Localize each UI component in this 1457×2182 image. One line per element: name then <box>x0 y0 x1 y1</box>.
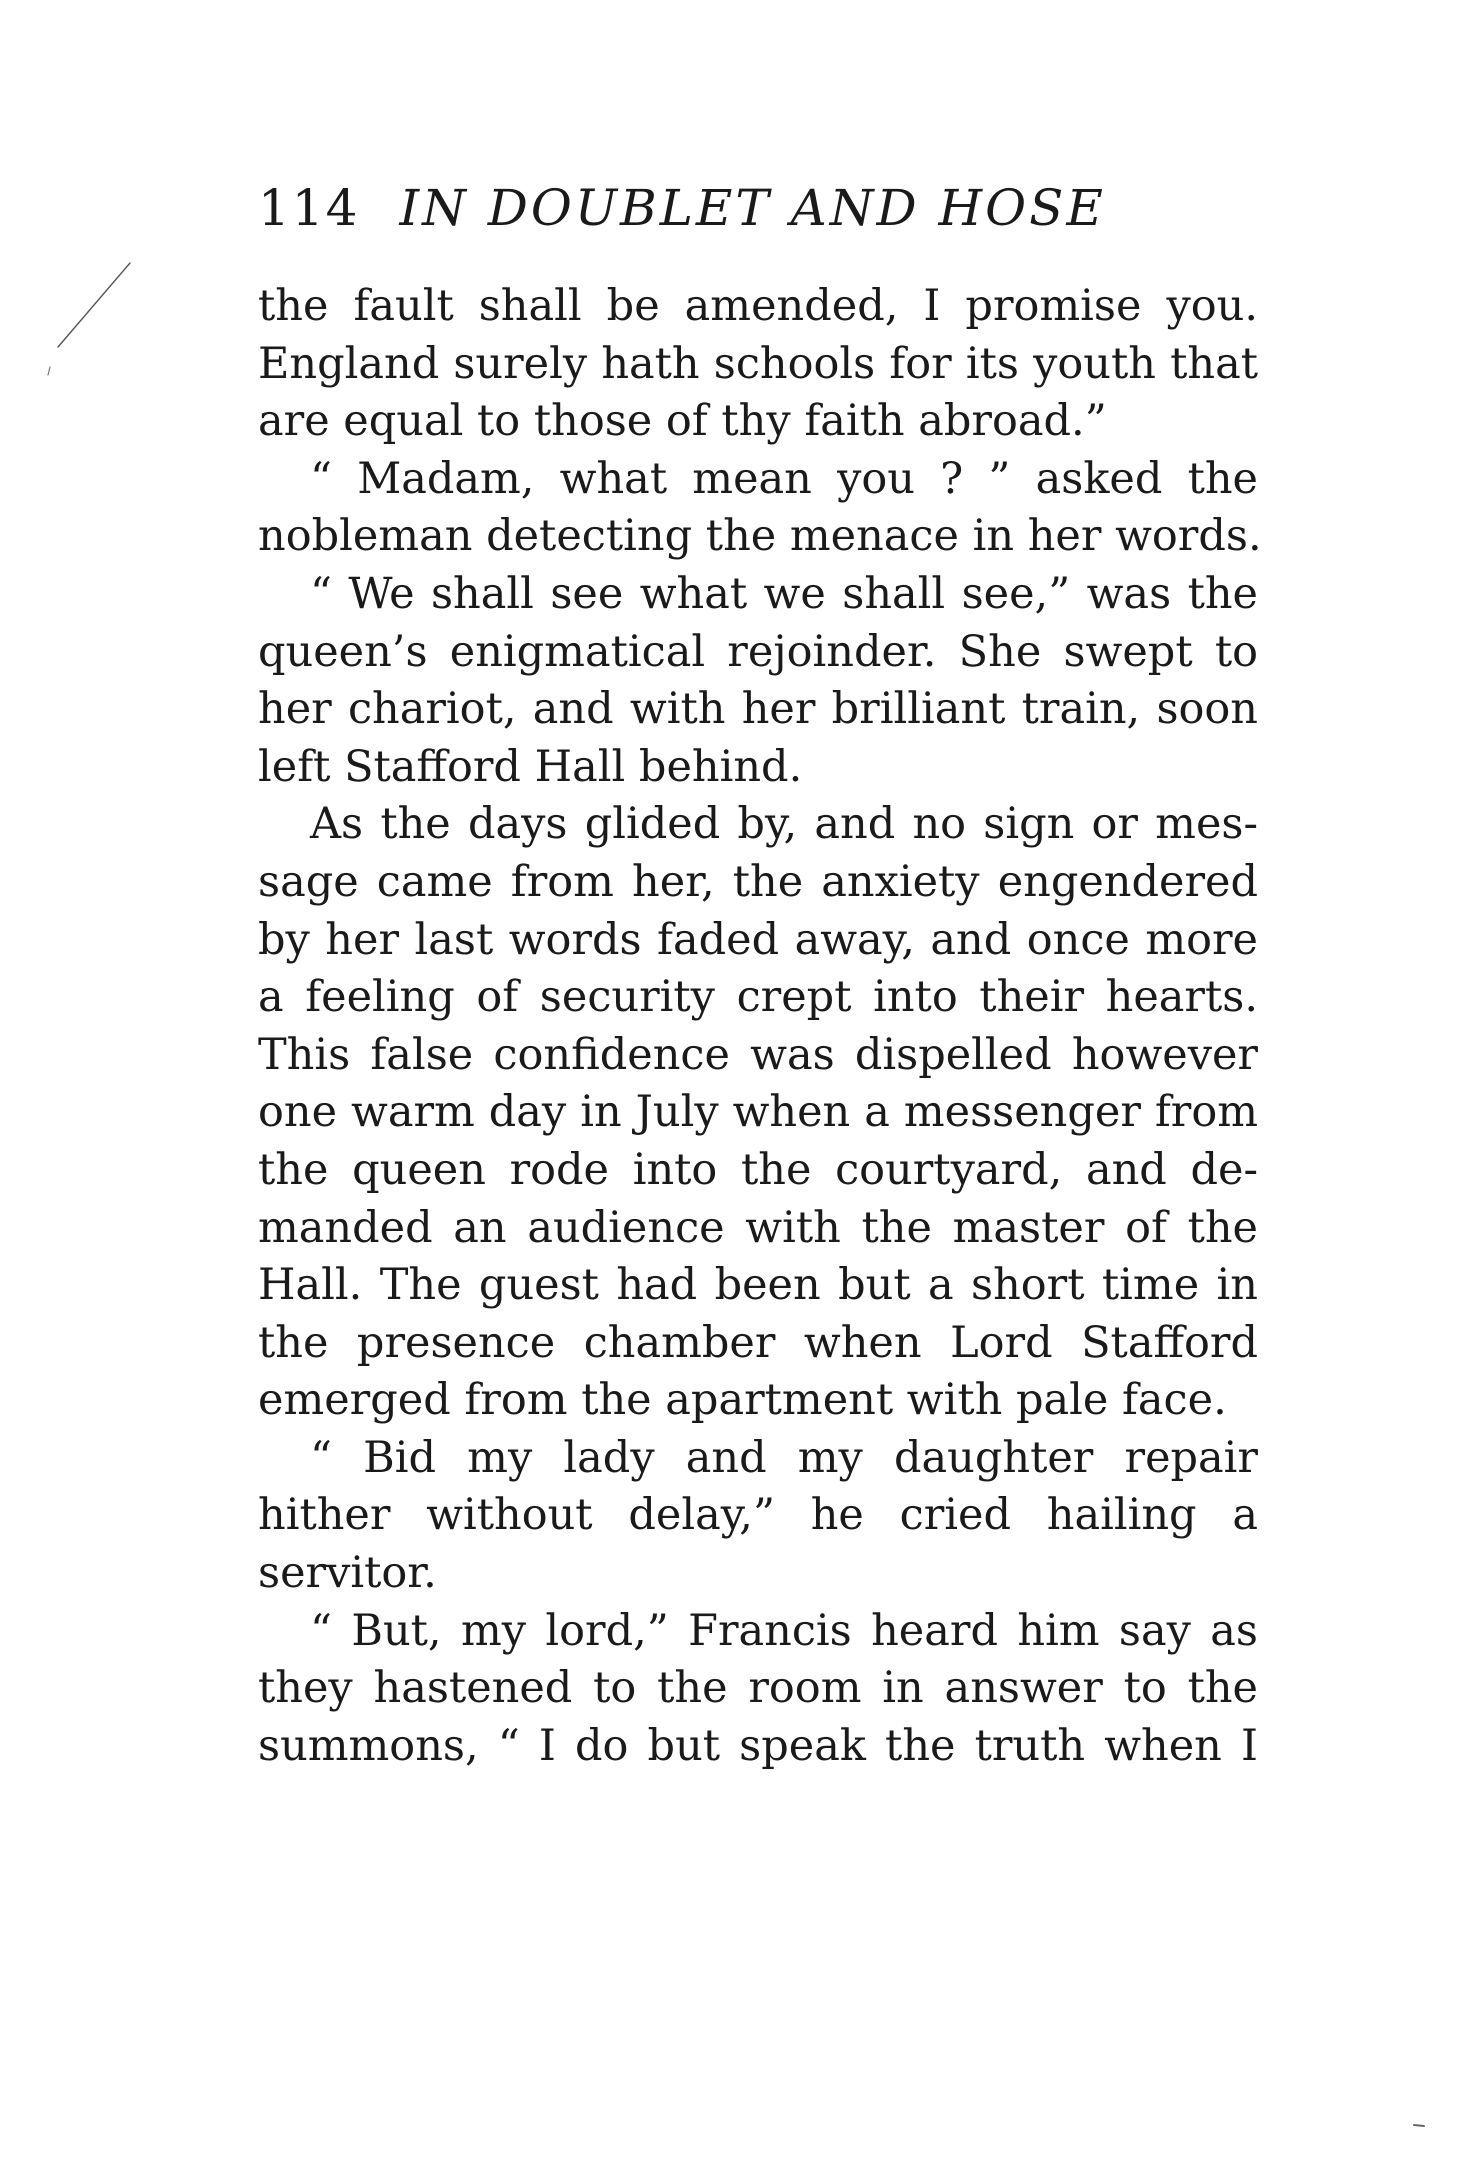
text-line: her chariot, and with her brilliant train, soon <box>258 684 1258 735</box>
text-line: This false confidence was dispelled however <box>258 1029 1258 1080</box>
text-line: summons, “ I do but speak the truth when I <box>258 1720 1258 1771</box>
page-number: 114 <box>258 179 360 237</box>
text-line: “ But, my lord,” Francis heard him say as <box>310 1605 1258 1656</box>
text-line: queen’s enigmatical rejoinder. She swept to <box>258 626 1258 677</box>
corner-speck <box>1412 2121 1426 2129</box>
text-line: emerged from the apartment with pale face. <box>258 1375 1227 1426</box>
text-line: hither without delay,” he cried hailing a <box>258 1490 1258 1541</box>
running-title: IN DOUBLET AND HOSE <box>399 179 1106 237</box>
margin-pen-stroke <box>20 255 140 385</box>
text-line: “ Madam, what mean you ? ” asked the <box>310 453 1258 504</box>
text-line: Hall. The guest had been but a short time in <box>258 1260 1258 1311</box>
text-line: “ Bid my lady and my daughter repair <box>310 1432 1258 1483</box>
text-line: manded an audience with the master of the <box>258 1202 1258 1253</box>
text-line: are equal to those of thy faith abroad.” <box>258 396 1107 447</box>
text-line: one warm day in July when a messenger from <box>258 1087 1258 1138</box>
text-line: England surely hath schools for its youth that <box>258 338 1258 389</box>
text-line: they hastened to the room in answer to the <box>258 1663 1258 1714</box>
text-line: sage came from her, the anxiety engendered <box>258 856 1258 907</box>
text-line: nobleman detecting the menace in her words. <box>258 511 1262 562</box>
text-line: As the days glided by, and no sign or mes- <box>310 799 1258 850</box>
text-line: the fault shall be amended, I promise you. <box>258 281 1258 331</box>
text-line: a feeling of security crept into their hearts. <box>258 972 1258 1023</box>
text-line: the presence chamber when Lord Stafford <box>258 1317 1258 1368</box>
text-line: “ We shall see what we shall see,” was the <box>310 568 1258 619</box>
text-line: left Stafford Hall behind. <box>258 741 803 792</box>
body-text <box>258 278 1262 1775</box>
text-line: by her last words faded away, and once more <box>258 914 1258 965</box>
text-line: the queen rode into the courtyard, and de- <box>258 1144 1258 1195</box>
text-line: servitor. <box>258 1548 437 1599</box>
running-header <box>258 178 1258 238</box>
